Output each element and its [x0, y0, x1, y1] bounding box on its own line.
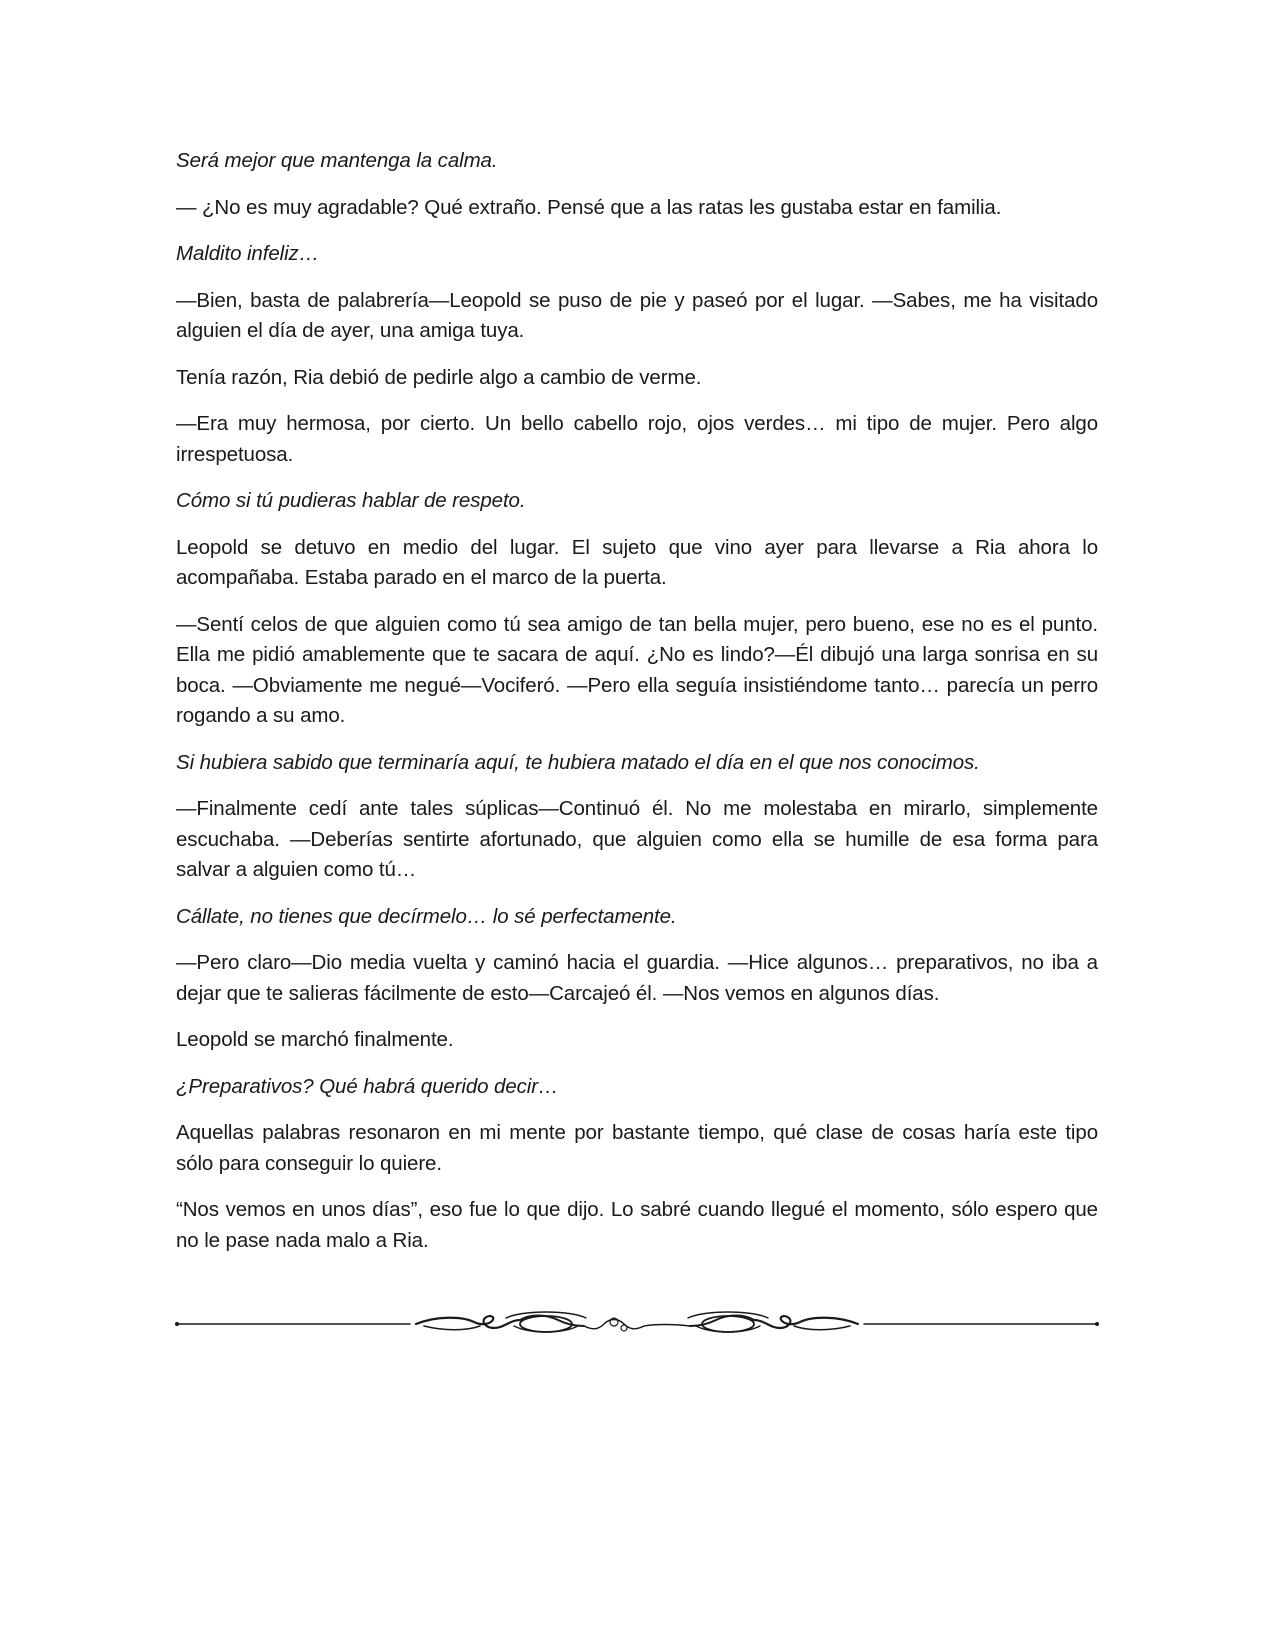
paragraph-narration: Aquellas palabras resonaron en mi mente por bastante tiempo, qué clase de cosas haría este tipo sólo para conseguir lo quiere.	[176, 1121, 1098, 1175]
paragraph-dialogue: —Finalmente cedí ante tales súplicas—Continuó él. No me molestaba en mirarlo, simplemente escuchaba. —Deberías sentirte afortunado, que alguien como ella se humille de esa forma para salvar a alguien como tú…	[176, 797, 1098, 881]
paragraph-dialogue: — ¿No es muy agradable? Qué extraño. Pensé que a las ratas les gustaba estar en familia.	[176, 195, 1002, 219]
paragraph-thought: Cállate, no tienes que decírmelo… lo sé perfectamente.	[176, 904, 677, 928]
paragraph-thought: Maldito infeliz…	[176, 242, 320, 265]
paragraph-narration: Leopold se detuvo en medio del lugar. El sujeto que vino ayer para llevarse a Ria ahora lo acompañaba. Estaba parado en el marco de la puerta.	[176, 535, 1098, 589]
ornamental-flourish-divider-icon	[174, 1304, 1100, 1344]
paragraph-thought: Si hubiera sabido que terminaría aquí, te hubiera matado el día en el que nos conocimos.	[176, 750, 980, 774]
document-body	[176, 146, 1098, 1272]
paragraph-dialogue: —Era muy hermosa, por cierto. Un bello cabello rojo, ojos verdes… mi tipo de mujer. Pero algo irrespetuosa.	[176, 412, 1098, 466]
paragraph-thought: Cómo si tú pudieras hablar de respeto.	[176, 489, 526, 512]
paragraph-dialogue: —Bien, basta de palabrería—Leopold se puso de pie y paseó por el lugar. —Sabes, me ha visitado alguien el día de ayer, una amiga tuya.	[176, 288, 1098, 342]
paragraph-narration: Leopold se marchó finalmente.	[176, 1028, 454, 1051]
paragraph-narration: “Nos vemos en unos días”, eso fue lo que dijo. Lo sabré cuando llegué el momento, sólo espero que no le pase nada malo a Ria.	[176, 1198, 1098, 1252]
paragraph-thought: ¿Preparativos? Qué habrá querido decir…	[176, 1074, 559, 1098]
paragraph-thought: Será mejor que mantenga la calma.	[176, 149, 498, 172]
paragraph-dialogue: —Pero claro—Dio media vuelta y caminó hacia el guardia. —Hice algunos… preparativos, no iba a dejar que te salieras fácilmente de esto—Carcajeó él. —Nos vemos en algunos días.	[176, 951, 1098, 1005]
paragraph-dialogue: —Sentí celos de que alguien como tú sea amigo de tan bella mujer, pero bueno, ese no es el punto. Ella me pidió amablemente que te sacara de aquí. ¿No es lindo?—Él dibujó una larga sonrisa en su boca. —Obviamente me negué—Vociferó. —Pero ella seguía insistiéndome tanto… parecía un perro rogando a su amo.	[176, 612, 1098, 727]
paragraph-narration: Tenía razón, Ria debió de pedirle algo a cambio de verme.	[176, 365, 702, 389]
